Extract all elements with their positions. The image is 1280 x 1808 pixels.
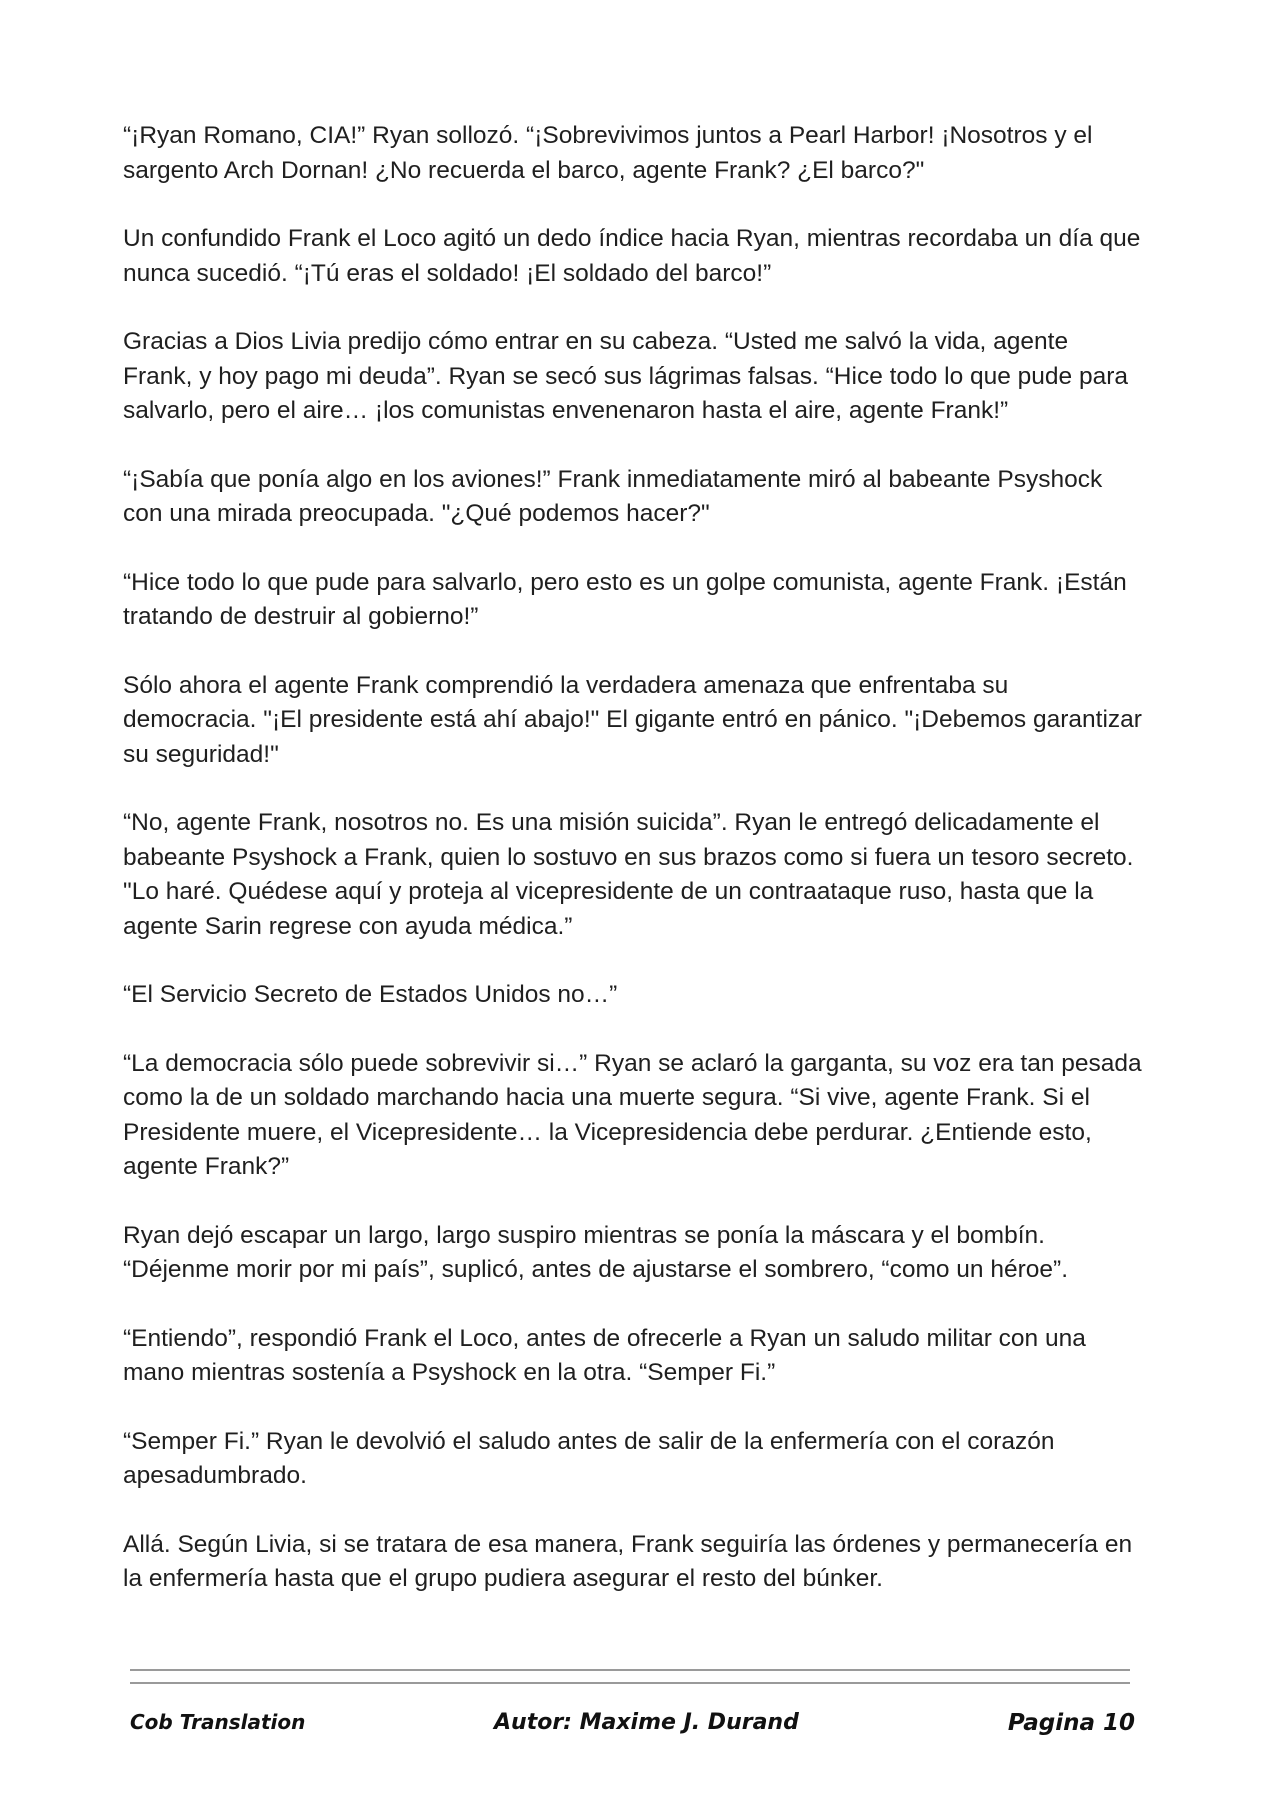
footer-translator: Cob Translation <box>130 1710 306 1734</box>
paragraph: “Entiendo”, respondió Frank el Loco, antes de ofrecerle a Ryan un saludo militar con una mano mientras sostenía a Psyshock en la otra. “Semper Fi.” <box>123 1324 1086 1386</box>
paragraph: “No, agente Frank, nosotros no. Es una misión suicida”. Ryan le entregó delicadamente el babeante Psyshock a Frank, quien lo sostuvo en sus brazos como si fuera un tesoro secreto. "Lo haré. Quédese aquí y proteja al vicepresidente de un contraataque ruso, hasta que la agente Sarin regrese con ayuda médica.” <box>123 809 1134 940</box>
paragraph: “¡Sabía que ponía algo en los aviones!” Frank inmediatamente miró al babeante Psyshock con una mirada preocupada. "¿Qué podemos hacer?" <box>123 465 1103 527</box>
body-text <box>123 119 1143 1631</box>
paragraph: “La democracia sólo puede sobrevivir si…” Ryan se aclaró la garganta, su voz era tan pesada como la de un soldado marchando hacia una muerte segura. “Si vive, agente Frank. Si el Presidente muere, el Vicepresidente… la Vicepresidencia debe perdurar. ¿Entiende esto, agente Frank?” <box>123 1049 1142 1180</box>
footer-page-number: Pagina 10 <box>1007 1710 1135 1736</box>
paragraph: Gracias a Dios Livia predijo cómo entrar en su cabeza. “Usted me salvó la vida, agente Frank, y hoy pago mi deuda”. Ryan se secó sus lágrimas falsas. “Hice todo lo que pude para salvarlo, pero el aire… ¡los comunistas envenenaron hasta el aire, agente Frank!” <box>123 328 1129 424</box>
paragraph: Un confundido Frank el Loco agitó un dedo índice hacia Ryan, mientras recordaba un día que nunca sucedió. “¡Tú eras el soldado! ¡El soldado del barco!” <box>123 225 1141 287</box>
paragraph: “Hice todo lo que pude para salvarlo, pero esto es un golpe comunista, agente Frank. ¡Están tratando de destruir al gobierno!” <box>123 568 1127 630</box>
paragraph: Ryan dejó escapar un largo, largo suspiro mientras se ponía la máscara y el bombín. “Déjenme morir por mi país”, suplicó, antes de ajustarse el sombrero, “como un héroe”. <box>123 1221 1068 1283</box>
paragraph: “El Servicio Secreto de Estados Unidos no…” <box>123 981 618 1008</box>
page-footer <box>0 1710 1280 1750</box>
footer-divider-bottom <box>130 1682 1130 1684</box>
paragraph: “¡Ryan Romano, CIA!” Ryan sollozó. “¡Sobrevivimos juntos a Pearl Harbor! ¡Nosotros y el sargento Arch Dornan! ¿No recuerda el barco, agente Frank? ¿El barco?" <box>123 122 1093 184</box>
paragraph: Sólo ahora el agente Frank comprendió la verdadera amenaza que enfrentaba su democracia. "¡El presidente está ahí abajo!" El gigante entró en pánico. "¡Debemos garantizar su seguridad!" <box>123 671 1142 768</box>
paragraph: Allá. Según Livia, si se tratara de esa manera, Frank seguiría las órdenes y permanecería en la enfermería hasta que el grupo pudiera asegurar el resto del búnker. <box>123 1530 1133 1592</box>
footer-author: Autor: Maxime J. Durand <box>494 1710 799 1735</box>
paragraph: “Semper Fi.” Ryan le devolvió el saludo antes de salir de la enfermería con el corazón apesadumbrado. <box>123 1427 1055 1489</box>
footer-divider-top <box>130 1669 1130 1671</box>
